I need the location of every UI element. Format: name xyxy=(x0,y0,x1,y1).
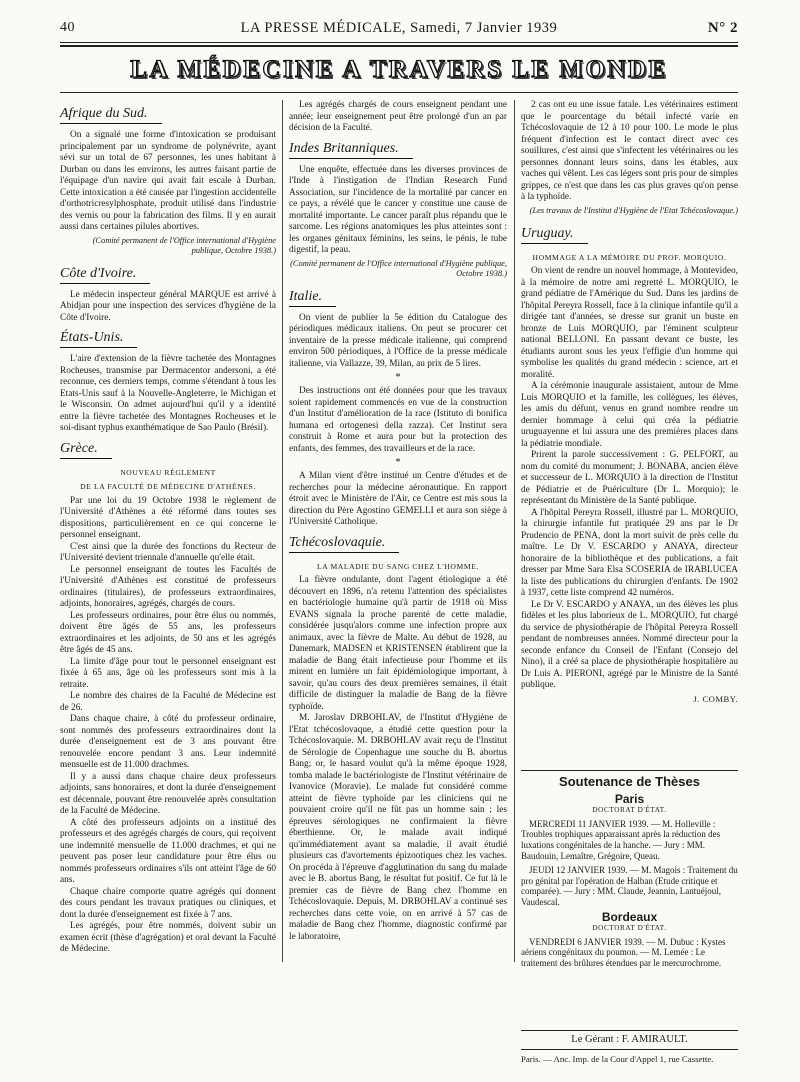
running-title: LA PRESSE MÉDICALE, Samedi, 7 Janvier 1939 xyxy=(240,20,558,36)
source-note: (Comité permanent de l'Office international d'Hygiène publique, Octobre 1938.) xyxy=(290,258,507,278)
theses-title: Soutenance de Thèses xyxy=(559,774,700,789)
thesis-entry: VENDREDI 6 JANVIER 1939. — M. Dubuc : Kystes aériens congénitaux du poumon. — M. Lemée : Le traitement des brûlures étendues par le mercurochrome. xyxy=(521,936,726,968)
separator-asterisk: * xyxy=(395,372,401,383)
paragraph: A côté des professeurs adjoints on a institué des professeurs et des agrégés chargés de cours, qui reçoivent une indemnité mensuelle de 11.000 drachmes, et qui ne peuvent pas poser leur candidature pour être élus ou nommés professeurs ordinaires s'ils ont atteint l'âge de 60 ans. xyxy=(60,817,276,885)
footer-rule xyxy=(521,1030,738,1031)
section-banner: LA MÉDECINE A TRAVERS LE MONDE xyxy=(130,56,668,83)
paragraph: A l'hôpital Pereyra Rossell, illustré par L. MORQUIO, la chirurgie infantile fut pratiquée 29 ans par le Dr Prudencio de PENA, dont la mort suivit de près celle du maître. Le Dr V. ESCARDO y ANAYA, directeur honoraire de la bibliothèque et des publications, a fait dresser par Mme Sara Elsa SCOSERIA de IRABLUCEA la liste des publications du chirurgien d'enfants. De 1902 à 1937, cette liste comprend 42 numéros. xyxy=(521,507,738,598)
paragraph: Chaque chaire comporte quatre agrégés qui donnent des cours pendant les travaux pratiques ou cliniques, et dont la durée d'enseignement est fixée à 7 ans. xyxy=(60,886,276,920)
section-title-cote-ivoire: Côte d'Ivoire. xyxy=(60,266,150,284)
paragraph: La fièvre ondulante, dont l'agent étiologique a été découvert en 1896, n'a retenu l'attention des spécialistes en bactériologie humaine qu'à partir de 1918 où Miss EVANS signala la proche parenté de cette maladie, considérée jusqu'alors comme une infection propre aux animaux, avec la fièvre de Malte. Au début de 1928, au Danemark, MADSEN et KRISTENSEN établirent que la maladie de Bang était infectieuse pour l'homme et ils mirent en lumière un fait épidémiologique important, à savoir, qu'au cours des deux premières semaines, il était difficile de distinguer la maladie de Bang de la fièvre typhoïde. xyxy=(289,575,507,712)
city-bordeaux: Bordeaux xyxy=(601,909,658,924)
doctorat-label: DOCTORAT D'ÉTAT. xyxy=(592,806,667,815)
section-title-indes: Indes Britanniques. xyxy=(289,141,413,159)
article-subtitle: NOUVEAU RÈGLEMENT xyxy=(120,467,216,477)
city-paris: Paris xyxy=(614,791,645,806)
paragraph: Les professeurs ordinaires, pour être élus ou nommés, doivent être âgés de 55 ans, les professeurs extraordinaires et les adjoints, de 50 ans et les agrégés être âgés de 45 ans. xyxy=(60,610,276,655)
article-subtitle: HOMMAGE A LA MÉMOIRE DU PROF. MORQUIO. xyxy=(532,252,727,262)
theses-rule xyxy=(521,770,738,771)
article-subtitle: LA MALADIE DU SANG CHEZ L'HOMME. xyxy=(317,561,479,571)
doctorat-label: DOCTORAT D'ÉTAT. xyxy=(592,924,667,933)
section-title-grece: Grèce. xyxy=(60,441,112,459)
article-text: On a signalé une forme d'intoxication se produisant principalement par un syndrome de polynévrite, ayant sévi sur un total de 67 personnes, les unes habitant à Durban ou dans les environs, les autres faisant partie de l'équipage d'un navire qui avait fait escale à Durban. Cette intoxication a été causée par l'ingestion accidentelle d'orthotricresylphosphate, produit utilisé dans l'industrie des vernis ou pour la fabrication des films. Il y en aurait aussi dans certaines pilules abortives. xyxy=(60,130,276,232)
banner-rule xyxy=(60,92,738,93)
column-divider xyxy=(514,100,515,962)
issue-number: N° 2 xyxy=(707,20,738,36)
paragraph: La limite d'âge pour tout le personnel enseignant est fixée à 65 ans, âge où les professeurs sont mis à la retraite. xyxy=(60,656,276,690)
paragraph: Le personnel enseignant de toutes les Facultés de l'Université d'Athènes est constitué de professeurs ordinaires (titulaires), de professeurs extraordinaires, adjoints, honoraires, agrégés, chargés de cours. xyxy=(60,564,276,609)
paragraph: Le nombre des chaires de la Faculté de Médecine est de 26. xyxy=(60,691,276,713)
paragraph: Par une loi du 19 Octobre 1938 le règlement de l'Université d'Athènes a été réformé dans toutes ses dispositions, particulièrement en ce qui concerne le personnel enseignant. xyxy=(60,495,276,540)
paragraph: On vient de publier la 5e édition du Catalogue des périodiques médicaux italiens. On peut se procurer cet inventaire de la presse médicale italienne, qui comprend environ 500 périodiques, à l'Office de la presse médicale italienne, via Vallazze, 39, Milan, au prix de 5 lires. xyxy=(289,312,507,369)
paragraph: Des instructions ont été données pour que les travaux soient rapidement commencés en vue de la construction d'un Institut d'amélioration de la race (Istituto di bonifica humana ed ortogenesi della razza). Cet Institut sera construit à Rome et aura pour but la protection des enfants, des femmes, des travailleurs et de la race. xyxy=(289,386,507,454)
paragraph: Dans chaque chaire, à côté du professeur ordinaire, sont nommés des professeurs extraordinaires dont la durée d'enseignement est de 3 ans pouvant être renouvelée encore pendant 3 ans. Leur indemnité mensuelle est de 11.000 drachmes. xyxy=(60,714,276,770)
paragraph: A Milan vient d'être institué un Centre d'études et de recherches pour la médecine aéronautique. En rapport étroit avec le Ministère de l'Air, ce Centre est mis sous la direction du Père Agostino GEMELLI et aura son siège à l'Université Catholique. xyxy=(289,471,507,527)
running-head xyxy=(60,18,738,38)
paragraph: M. Jaroslav DRBOHLAV, de l'Institut d'Hygiène de l'Etat tchécoslovaque, a étudié cette question pour la Tchécoslovaquie. M. DRBOHLAV avait reçu de l'Institut de Sérologie de Copenhague une souche du B. abortus Bang; or, le hasard voulut qu'à la même époque 1928, tomba malade le bactériologiste de l'Institut vétérinaire de Ivanovice (Moravie). Le malade fut considéré comme atteint de fièvre typhoïde par les cliniciens qui ne pouvaient croire qu'il ne fût pas un homme sain ; les épreuves sérologiques ne confirmaient la fièvre éberthienne. Or, le malade avait indiqué qu'immédiatement avant sa maladie, il avait étudié plusieurs cas d'avortements épizootiques chez les vaches. On procéda à l'épreuve d'agglutination du sang du malade avec le B. abortus Bang, le résultat fut positif. Ce fut là le premier cas de fièvre de Bang chez l'homme en Tchécoslovaquie. Depuis, M. DRBOHLAV a continué ses recherches dans cette voie, on en arrivé à 57 cas de maladie de Bang chez l'homme, diagnostic confirmé par le laboratoire, xyxy=(289,713,507,942)
section-title-afrique: Afrique du Sud. xyxy=(60,106,162,124)
author-signature: J. COMBY. xyxy=(693,693,738,704)
paragraph: A la cérémonie inaugurale assistaient, autour de Mme Luis MORQUIO et la famille, les collègues, les élèves, les amis du défunt, venus en grand nombre rendre un dernier hommage à celui qui créa la pédiatrie uruguayenne et lui assura une des premières places dans la pédiatrie mondiale. xyxy=(521,381,738,449)
footer-rule xyxy=(521,1049,738,1050)
paragraph: Prirent la parole successivement : G. PELFORT, au nom du comité du monument; J. BONABA, ancien élève et successeur de L. MORQUIO à la direction de l'Institut de Pédiatrie et de Puériculture (Dr L. Morquio); le représentant du Ministère de la Santé publique. xyxy=(521,450,738,506)
separator-asterisk: * xyxy=(395,457,401,468)
source-note: (Les travaux de l'Institut d'Hygiène de l'Etat Tchécoslovaque.) xyxy=(529,205,738,215)
gerant-line: Le Gérant : F. AMIRAULT. xyxy=(571,1034,688,1045)
article-subtitle: DE LA FACULTÉ DE MÉDECINE D'ATHÈNES. xyxy=(80,482,256,491)
paragraph: On vient de rendre un nouvel hommage, à Montevideo, à la mémoire de notre ami regretté L. MORQUIO, le grand pédiatre de l'Amérique du Sud. Dans les jardins de l'hôpital Pereyra Rossell, face à la clinique infantile qu'il a dirigée tant d'années, se dresse sur granit un buste en bronze de Luis MORQUIO, par l'éminent sculpteur national BELLONI. En passant devant ce buste, les étudiants auront sous les yeux l'effigie d'un homme qui symbolise les qualités du grand médecin : science, art et moralité. xyxy=(521,266,738,380)
column-1 xyxy=(60,100,276,956)
article-text: Le médecin inspecteur général MARQUE est arrivé à Abidjan pour une inspection des services d'hygiène de la Côte d'Ivoire. xyxy=(60,289,276,323)
paragraph: Les agrégés, pour être nommés, doivent subir un examen écrit (thèse d'agrégation) et oral devant la Faculté de Médecine. xyxy=(60,921,276,954)
paragraph: Il y a aussi dans chaque chaire deux professeurs adjoints, sans honoraires, et dont la durée d'enseignement est décennale, pouvant être renouvelée après consultation de la Faculté de Médecine. xyxy=(60,771,276,816)
source-note: (Comité permanent de l'Office international d'Hygiène publique, Octobre 1938.) xyxy=(92,235,276,255)
article-text: L'aire d'extension de la fièvre tachetée des Montagnes Rocheuses, transmise par Dermacentor andersoni, a été reconnue, ces derniers temps, comme s'étendant à tous les Etats-Unis sauf à la Nouvelle-Angleterre, le Michigan et le Wisconsin. On admet aujourd'hui qu'il y a identité entre la fièvre tachetée des Montagnes Rocheuses et le soi-disant typhus exanthématique de Sao Paulo (Brésil). xyxy=(60,354,276,433)
thesis-entry: MERCREDI 11 JANVIER 1939. — M. Holleville : Troubles trophiques apparaissant après la réduction des luxations congénitales de la hanche. — Jury : MM. Baudouin, Lemaître, Grégoire, Queau. xyxy=(521,818,721,861)
paragraph: 2 cas ont eu une issue fatale. Les vétérinaires estiment que le pourcentage du bétail infecté varie en Tchécoslovaquie de 12 à 10 pour 100. Le mode le plus fréquent d'infection est le contact direct avec ces souillures, c'est ainsi que s'infectent les vétérinaires ou les personnes donnant leurs soins, dans les étables, aux vaches qui vêlent. Les cas légers sont pris pour de simples grippes, ce n'est que dans les cas plus graves qu'on pense à la typhoïde. xyxy=(521,100,738,202)
paragraph: C'est ainsi que la durée des fonctions du Recteur de l'Université devient triennale d'annuelle qu'elle était. xyxy=(60,541,276,563)
section-title-tchecoslovaquie: Tchécoslovaquie. xyxy=(289,535,399,553)
header-rule xyxy=(60,42,738,43)
thesis-entry: JEUDI 12 JANVIER 1939. — M. Magois : Traitement du pro génital par l'opération de Halban (Etude critique et comparée). — Jury : MM. Claude, Jeannin, Lantuéjoul, Vaudescal. xyxy=(521,865,738,907)
column-divider xyxy=(282,100,283,962)
section-title-italie: Italie. xyxy=(289,289,336,307)
section-title-etats-unis: États-Unis. xyxy=(60,330,137,348)
article-text: Une enquête, effectuée dans les diverses provinces de l'Inde à l'instigation de l'Indian Research Fund Association, sur l'incidence de la mortalité par cancer en ce pays, a révélé que le cancer y constitue une cause de mortalité importante. Le cancer paraît plus répandu que le sarcome. Les régions anatomiques les plus atteintes sont : les organes génitaux féminins, les seins, le pénis, le tube digestif, la peau. xyxy=(289,164,507,255)
column-3 xyxy=(521,100,738,705)
paragraph: Les agrégés chargés de cours enseignent pendant une année; leur enseignement peut être prolongé d'un an par décision de la Faculté. xyxy=(289,100,507,133)
column-2 xyxy=(289,100,507,943)
printer-imprint: Paris. — Anc. Imp. de la Cour d'Appel 1, rue Cassette. xyxy=(521,1054,714,1064)
page-number: 40 xyxy=(60,20,75,35)
theses-box xyxy=(521,770,738,973)
header-rule-thick xyxy=(60,45,738,47)
section-title-uruguay: Uruguay. xyxy=(521,226,588,244)
paragraph: Le Dr V. ESCARDO y ANAYA, un des élèves les plus fidèles et les plus laborieux de L. MORQUIO, fut chargé du service de physiothérapie de l'hôpital Pereyra Rossell pendant de nombreuses années. Nommé directeur pour la seconde enfance du Conseil de l'Enfant (Consejo del Nino), il a créé sa place de physiothérapie hospitalière au Dr Luis A. PIERONI, agrégé par le Ministre de la Santé publique. xyxy=(521,599,738,690)
